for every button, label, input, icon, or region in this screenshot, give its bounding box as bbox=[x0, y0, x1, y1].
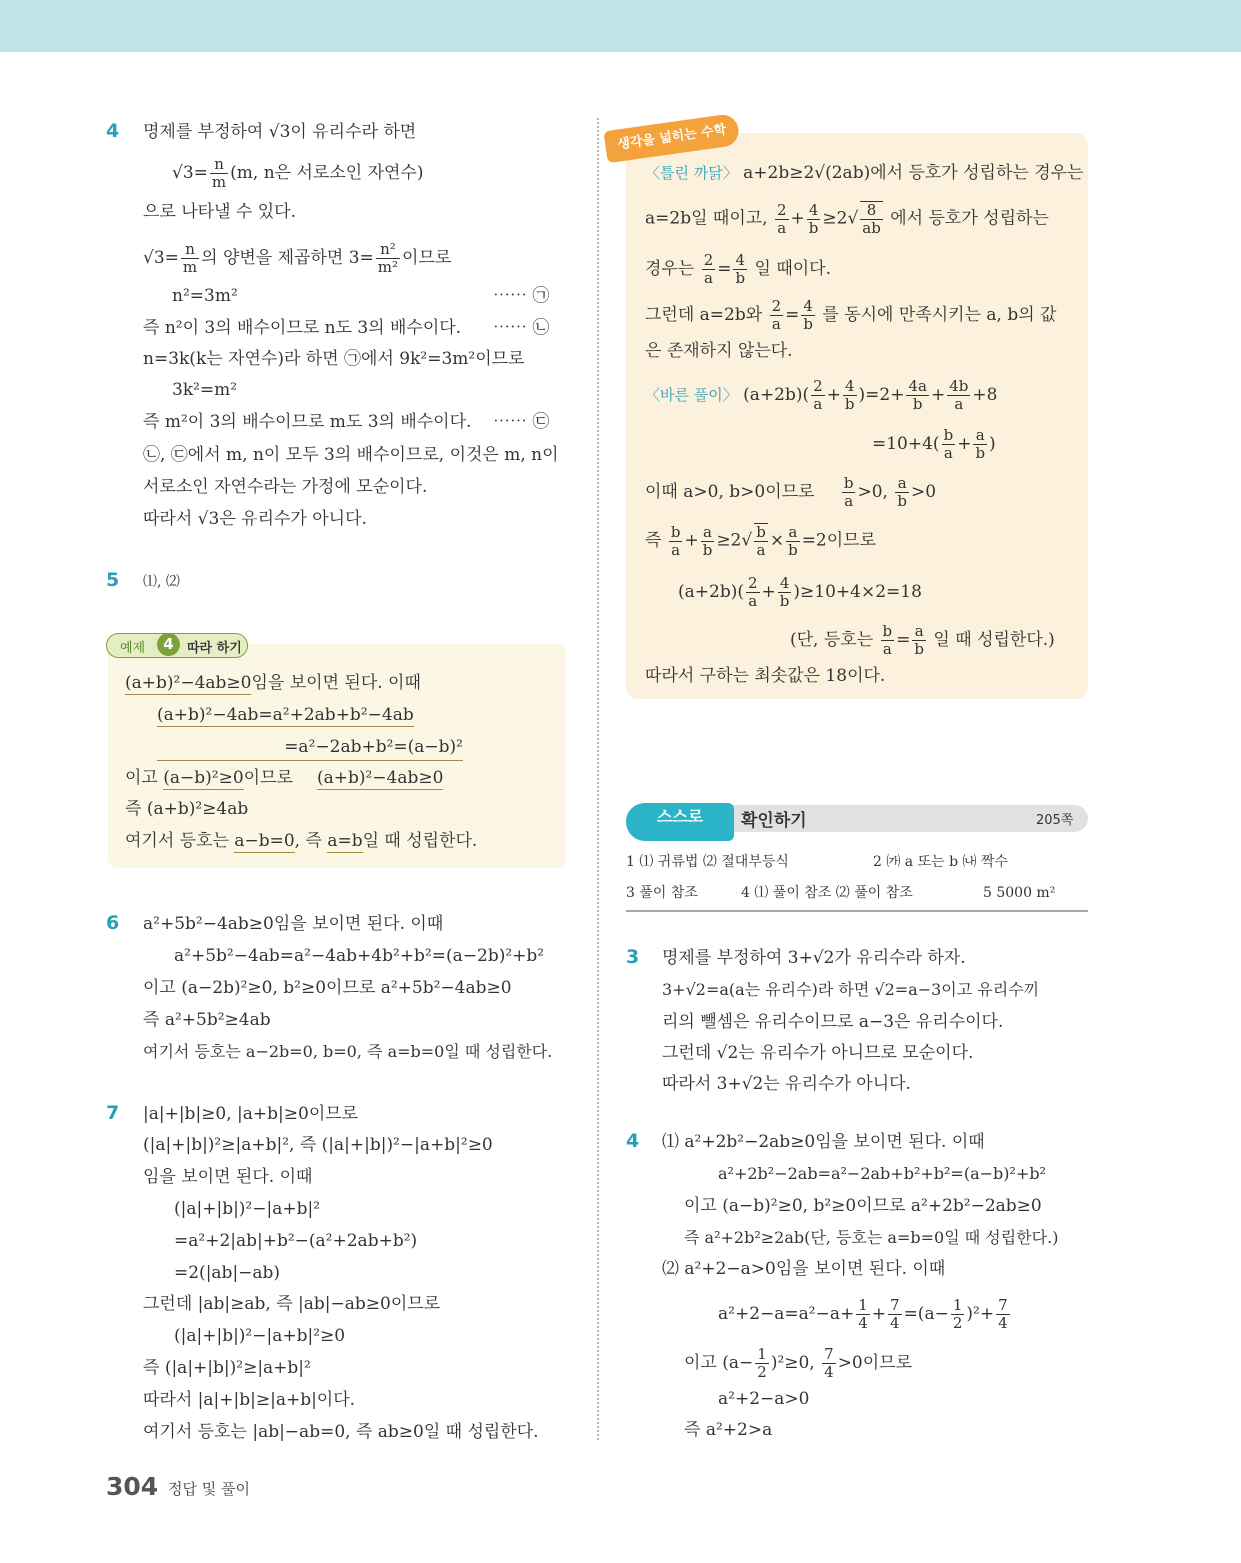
text-line: ㉡, ㉢에서 m, n이 모두 3의 배수이므로, 이것은 m, n이 bbox=[143, 445, 559, 465]
check-answer: 5 5000 m² bbox=[983, 885, 1056, 901]
equation-line: =a²+2|ab|+b²−(a²+2ab+b²) bbox=[174, 1231, 418, 1251]
equation-tag: ⋯⋯ ㉠ bbox=[493, 286, 550, 306]
text-line: 여기서 등호는 |ab|−ab=0, 즉 ab≥0일 때 성립한다. bbox=[143, 1422, 539, 1442]
text-line: 즉 a²+2b²≥2ab(단, 등호는 a=b=0일 때 성립한다.) bbox=[684, 1228, 1059, 1247]
text-line: 임을 보이면 된다. 이때 bbox=[143, 1167, 313, 1187]
example-tag-label: 예제 bbox=[120, 641, 146, 656]
text-line: 즉 m²이 3의 배수이므로 m도 3의 배수이다. bbox=[143, 412, 472, 432]
text-line: 이고 (a− $\frac{1}{2}$ )²≥0, $\frac{7}{4}$ >0이므로 bbox=[684, 1345, 913, 1381]
text-line: |a|+|b|≥0, |a+b|≥0이므로 bbox=[143, 1104, 359, 1124]
footer-label: 정답 및 풀이 bbox=[168, 1480, 250, 1498]
text-line: 그런데 √2는 유리수가 아니므로 모순이다. bbox=[662, 1043, 974, 1063]
problem-number: 3 bbox=[626, 946, 640, 968]
text-line: 따라서 3+√2는 유리수가 아니다. bbox=[662, 1074, 911, 1094]
problem-number: 4 bbox=[106, 120, 120, 142]
problem-number: 6 bbox=[106, 912, 120, 934]
text-line: (|a|+|b|)²≥|a+b|², 즉 (|a|+|b|)²−|a+b|²≥0 bbox=[143, 1135, 493, 1155]
text-line: 따라서 구하는 최솟값은 18이다. bbox=[645, 666, 886, 686]
problem-number: 7 bbox=[106, 1102, 120, 1124]
text-line: 리의 뺄셈은 유리수이므로 a−3은 유리수이다. bbox=[662, 1012, 1004, 1032]
equation-line: 3k²=m² bbox=[172, 380, 238, 400]
equation-line: =10+4( $\frac{b}{a}$ + $\frac{a}{b}$ ) bbox=[872, 426, 996, 462]
text-line: 이때 a>0, b>0이므로 $\frac{b}{a}$ >0, $\frac{a}{b}$ >0 bbox=[645, 474, 937, 510]
check-answer: 2 ㈎ a 또는 b ㈏ 짝수 bbox=[873, 854, 1009, 870]
text-line: 으로 나타낼 수 있다. bbox=[143, 202, 296, 222]
equation-line: (a+b)²−4ab=a²+2ab+b²−4ab bbox=[157, 705, 414, 725]
check-title: 확인하기 bbox=[741, 811, 807, 831]
check-rule bbox=[626, 910, 1088, 912]
equation-line: =a²−2ab+b²=(a−b)² bbox=[157, 735, 463, 761]
text-line: ⑴ a²+2b²−2ab≥0임을 보이면 된다. 이때 bbox=[662, 1132, 985, 1152]
text-line: n=3k(k는 자연수)라 하면 ㉠에서 9k²=3m²이므로 bbox=[143, 349, 525, 369]
think-tag: 생각을 넓히는 수학 bbox=[603, 113, 740, 163]
equation-line: a²+2−a>0 bbox=[718, 1389, 810, 1409]
page-number: 304 bbox=[106, 1472, 159, 1501]
text-line: 즉 a²+2>a bbox=[684, 1420, 773, 1440]
check-answer: 3 풀이 참조 bbox=[626, 885, 698, 901]
text-line: (a+b)²−4ab≥0임을 보이면 된다. 이때 bbox=[125, 673, 421, 693]
text-line: 은 존재하지 않는다. bbox=[645, 341, 793, 361]
equation-line: a²+2b²−2ab=a²−2ab+b²+b²=(a−b)²+b² bbox=[718, 1164, 1046, 1183]
text-line: 그런데 a=2b와 $\frac{2}{a}$ = $\frac{4}{b}$ 를 동시에 만족시키는 a, b의 값 bbox=[645, 297, 1057, 333]
equation-line: (|a|+|b|)²−|a+b|² bbox=[174, 1199, 321, 1219]
text-line: 여기서 등호는 a−b=0, 즉 a=b일 때 성립한다. bbox=[125, 831, 478, 851]
text-line: a=2b일 때이고, $\frac{2}{a}$ + $\frac{4}{b}$ ≥2√ $\frac{8}{ab}$ 에서 등호가 성립하는 bbox=[645, 200, 1049, 237]
text-line: 즉 n²이 3의 배수이므로 n도 3의 배수이다. bbox=[143, 318, 462, 338]
equation-line: =2(|ab|−ab) bbox=[174, 1263, 281, 1283]
example-tag-title: 따라 하기 bbox=[187, 641, 242, 656]
top-band bbox=[0, 0, 1241, 52]
text-line: 따라서 |a|+|b|≥|a+b|이다. bbox=[143, 1390, 356, 1410]
problem-number: 5 bbox=[106, 569, 120, 591]
text-line: 경우는 $\frac{2}{a}$ = $\frac{4}{b}$ 일 때이다. bbox=[645, 251, 831, 287]
text-line: 이고 (a−2b)²≥0, b²≥0이므로 a²+5b²−4ab≥0 bbox=[143, 978, 512, 998]
example-number-badge: 4 bbox=[157, 633, 180, 656]
equation-line: a²+5b²−4ab=a²−4ab+4b²+b²=(a−2b)²+b² bbox=[174, 946, 545, 966]
text-line: 즉 (a+b)²≥4ab bbox=[125, 799, 249, 819]
text-line: 즉 $\frac{b}{a}$ + $\frac{a}{b}$ ≥2√ $\frac{b}{a}$ × $\frac{a}{b}$ =2이므로 bbox=[645, 522, 877, 559]
check-answer: 4 ⑴ 풀이 참조 ⑵ 풀이 참조 bbox=[741, 885, 913, 901]
text-line: 여기서 등호는 a−2b=0, b=0, 즉 a=b=0일 때 성립한다. bbox=[143, 1042, 553, 1061]
equation-tag: ⋯⋯ ㉡ bbox=[493, 318, 550, 338]
column-divider bbox=[597, 118, 599, 1440]
text-line: 〈틀린 까닭〉 a+2b≥2√(2ab)에서 등호가 성립하는 경우는 bbox=[645, 163, 1084, 183]
problem-number: 4 bbox=[626, 1130, 640, 1152]
check-answer: 1 ⑴ 귀류법 ⑵ 절대부등식 bbox=[626, 854, 789, 870]
equation-line: (a+2b)( $\frac{2}{a}$ + $\frac{4}{b}$ )≥10+4×2=18 bbox=[678, 574, 922, 610]
equation-line: n²=3m² bbox=[172, 286, 238, 306]
text-line: a²+5b²−4ab≥0임을 보이면 된다. 이때 bbox=[143, 914, 444, 934]
text-line: 따라서 √3은 유리수가 아니다. bbox=[143, 509, 367, 529]
example-tag bbox=[106, 633, 248, 658]
text-line: 즉 (|a|+|b|)²≥|a+b|² bbox=[143, 1358, 311, 1378]
equation-line: (단, 등호는 $\frac{b}{a}$ = $\frac{a}{b}$ 일 때 성립한다.) bbox=[790, 622, 1055, 658]
text-line: ⑵ a²+2−a>0임을 보이면 된다. 이때 bbox=[662, 1259, 946, 1279]
equation-line: a²+2−a=a²−a+ $\frac{1}{4}$ + $\frac{7}{4}$ =(a− $\frac{1}{2}$ )²+ $\frac{7}{4}$ bbox=[718, 1296, 1008, 1332]
text-line: √3= $\frac{n}{m}$ 의 양변을 제곱하면 3= $\frac{\text{n²}}{\text{m²}}$ 이므로 bbox=[143, 240, 452, 276]
text-line: √3= $\frac{n}{m}$ (m, n은 서로소인 자연수) bbox=[172, 155, 424, 191]
text-line: 명제를 부정하여 √3이 유리수라 하면 bbox=[143, 122, 417, 142]
text-line: 즉 a²+5b²≥4ab bbox=[143, 1010, 271, 1030]
text-line: 그런데 |ab|≥ab, 즉 |ab|−ab≥0이므로 bbox=[143, 1294, 441, 1314]
text-line: 이고 (a−b)²≥0, b²≥0이므로 a²+2b²−2ab≥0 bbox=[684, 1196, 1042, 1216]
text-line: 서로소인 자연수라는 가정에 모순이다. bbox=[143, 477, 428, 497]
equation-tag: ⋯⋯ ㉢ bbox=[493, 412, 550, 432]
equation-line: (|a|+|b|)²−|a+b|²≥0 bbox=[174, 1326, 346, 1346]
check-page-ref: 205쪽 bbox=[1036, 813, 1074, 828]
text-line: 명제를 부정하여 3+√2가 유리수라 하자. bbox=[662, 948, 966, 968]
answer-text: ⑴, ⑵ bbox=[143, 574, 180, 590]
check-pill: 스스로 bbox=[626, 803, 734, 841]
text-line: 이고 (a−b)²≥0이므로 (a+b)²−4ab≥0 bbox=[125, 768, 444, 788]
text-line: 〈바른 풀이〉 (a+2b)( $\frac{2}{a}$ + $\frac{4}{b}$ )=2+ $\frac{4a}{b}$ + $\frac{4b}{a}$ +8 bbox=[645, 377, 998, 413]
text-line: 3+√2=a(a는 유리수)라 하면 √2=a−3이고 유리수끼 bbox=[662, 980, 1040, 999]
